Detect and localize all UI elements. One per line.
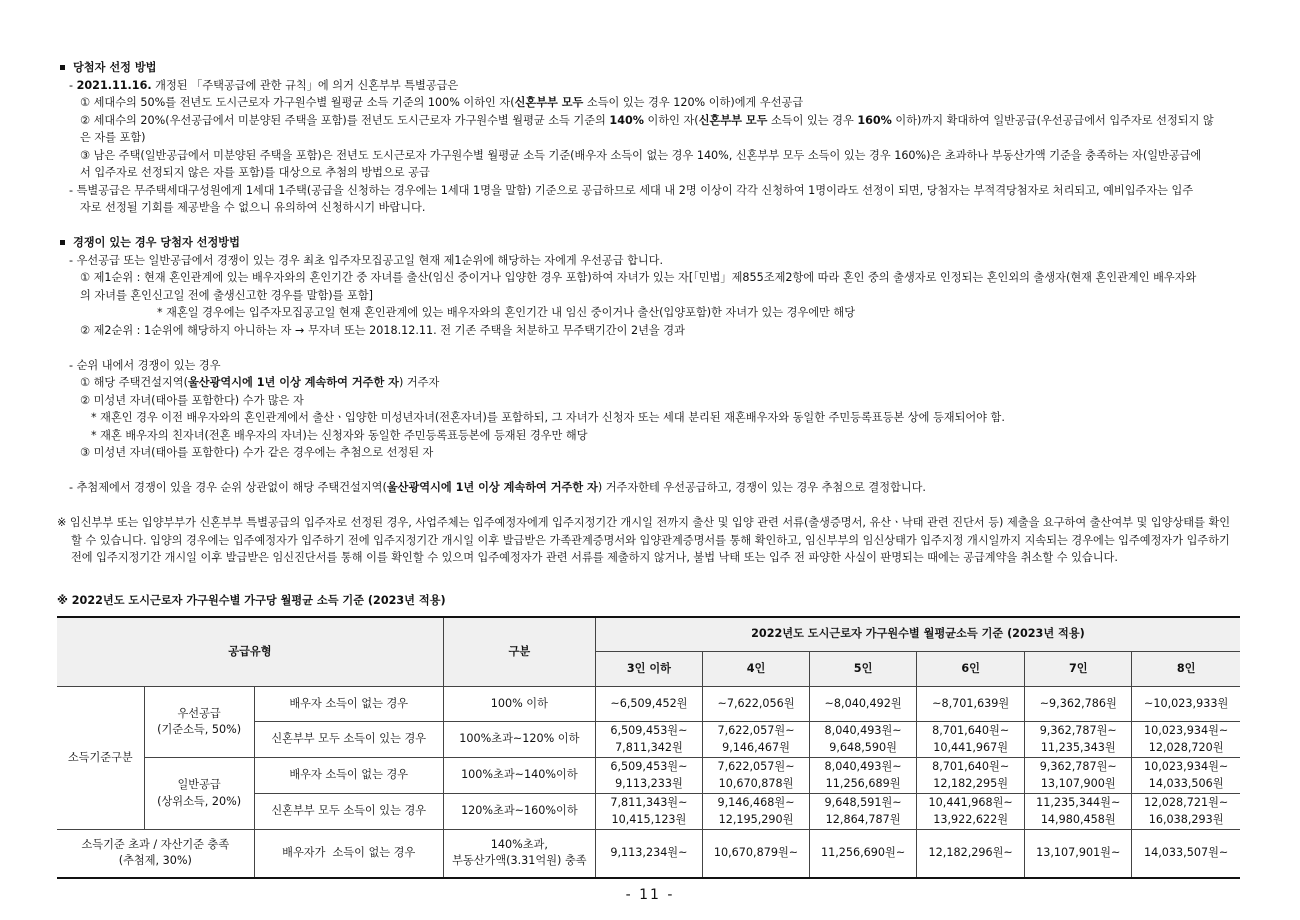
percent-cell: 100%초과~140%이하 xyxy=(443,758,595,794)
income-table xyxy=(57,616,1240,879)
value-cell: 8,040,493원~ 9,648,590원 xyxy=(810,722,917,758)
list-item: ① 해당 주택건설지역(울산광역시에 1년 이상 계속하여 거주한 자) 거주자 xyxy=(80,376,440,389)
value-cell: 6,509,453원~ 9,113,233원 xyxy=(595,758,702,794)
value-cell: ~7,622,056원 xyxy=(702,687,809,722)
header-supply-type: 공급유형 xyxy=(57,617,443,687)
header-col: 6인 xyxy=(917,652,1025,687)
value-cell: 10,441,968원~ 13,922,622원 xyxy=(917,794,1025,830)
table-row xyxy=(57,758,1240,794)
header-col: 4인 xyxy=(702,652,809,687)
paragraph: - 순위 내에서 경쟁이 있는 경우 xyxy=(69,358,221,372)
value-cell: ~8,040,492원 xyxy=(810,687,917,722)
square-bullet-icon xyxy=(60,65,65,70)
header-col: 3인 이하 xyxy=(595,652,702,687)
note-paragraph-continued: 할 수 있습니다. 입양의 경우에는 입주예정자가 입주하기 전에 입주지정기간 개시일 이후 발급받은 가족관계증명서와 입양관계증명서를 통해 확인하고, 임신부부의 임신상태가 입주지정 개시일까지 지속되는 경우에는 입주예정자가 입주하기 xyxy=(71,533,1230,547)
header-category: 구분 xyxy=(443,617,595,687)
note-paragraph: ※ 임신부부 또는 입양부부가 신혼부부 특별공급의 입주자로 선정된 경우, 사업주체는 입주예정자에게 입주지정기간 개시일 전까지 출산 및 입양 관련 서류(출생증명서, 유산ㆍ낙태 관련 진단서 등) 제출을 요구하여 출산여부 및 입양상태를 확인 xyxy=(57,516,1231,529)
table-caption: ※ 2022년도 도시근로자 가구원수별 가구당 월평균 소득 기준 (2023년 적용) xyxy=(57,593,446,607)
list-item: ① 세대수의 50%를 전년도 도시근로자 가구원수별 월평균 소득 기준의 100% 이하인 자(신혼부부 모두 소득이 있는 경우 120% 이하)에게 우선공급 xyxy=(80,96,804,109)
percent-cell: 100%초과~120% 이하 xyxy=(443,722,595,758)
value-cell: 10,670,879원~ xyxy=(702,830,809,878)
list-item-continued: 은 자를 포함) xyxy=(80,131,146,144)
value-cell: 10,023,934원~ 12,028,720원 xyxy=(1132,722,1240,758)
value-cell: 8,701,640원~ 12,182,295원 xyxy=(917,758,1025,794)
table-row xyxy=(57,830,1240,878)
list-item: ② 세대수의 20%(우선공급에서 미분양된 주택을 포함)를 전년도 도시근로자 가구원수별 월평균 소득 기준의 140% 이하인 자(신혼부부 모두 소득이 있는 경우 160% 이하)까지 확대하여 일반공급(우선공급에서 입주자로 선정되지 않 xyxy=(80,113,1214,127)
value-cell: 13,107,901원~ xyxy=(1025,830,1132,878)
value-cell: 8,701,640원~ 10,441,967원 xyxy=(917,722,1025,758)
list-item-continued: 의 자녀를 혼인신고일 전에 출생신고한 경우를 말함)를 포함] xyxy=(80,288,373,302)
value-cell: 7,622,057원~ 10,670,878원 xyxy=(702,758,809,794)
value-cell: ~10,023,933원 xyxy=(1132,687,1240,722)
value-cell: 6,509,453원~ 7,811,342원 xyxy=(595,722,702,758)
lottery-label: 소득기준 초과 / 자산기준 충족 (추첨제, 30%) xyxy=(57,830,254,878)
list-item: ③ 미성년 자녀(태아를 포함한다) 수가 같은 경우에는 추첨으로 선정된 자 xyxy=(80,446,434,459)
group-label: 소득기준구분 xyxy=(57,687,144,830)
paragraph: - 추첨제에서 경쟁이 있을 경우 순위 상관없이 해당 주택건설지역(울산광역시에 1년 이상 계속하여 거주한 자) 거주자한테 우선공급하고, 경쟁이 있는 경우 추첨으로 결정합니다. xyxy=(69,481,926,494)
list-item: ② 미성년 자녀(태아를 포함한다) 수가 많은 자 xyxy=(80,393,304,407)
section-title: 당첨자 선정 방법 xyxy=(57,59,1240,77)
condition-cell: 배우자가 소득이 없는 경우 xyxy=(254,830,443,878)
paragraph: - 우선공급 또는 일반공급에서 경쟁이 있는 경우 최초 입주자모집공고일 현재 제1순위에 해당하는 자에게 우선공급 합니다. xyxy=(69,253,664,267)
condition-cell: 배우자 소득이 없는 경우 xyxy=(254,758,443,794)
value-cell: 9,362,787원~ 13,107,900원 xyxy=(1025,758,1132,794)
list-item: ① 제1순위 : 현재 혼인관계에 있는 배우자와의 혼인기간 중 자녀를 출산(임신 중이거나 입양한 경우 포함)하여 자녀가 있는 자[「민법」제855조제2항에 따라 혼인 중의 출생자로 인정되는 혼인외의 출생자(현재 혼인관계인 배우자와 xyxy=(80,271,1197,284)
value-cell: 9,648,591원~ 12,864,787원 xyxy=(810,794,917,830)
value-cell: 11,256,690원~ xyxy=(810,830,917,878)
page-number: - 11 - xyxy=(625,887,675,903)
paragraph-continued: 자로 선정될 기회를 제공받을 수 없으니 유의하여 신청하시기 바랍니다. xyxy=(80,201,426,214)
footnote: * 재혼인 경우 이전 배우자와의 혼인관계에서 출산ㆍ입양한 미성년자녀(전혼자녀)를 포함하되, 그 자녀가 신청자 또는 세대 분리된 재혼배우자와 동일한 주민등록표등본 상에 등재되어야 함. xyxy=(91,411,1005,424)
list-item: ② 제2순위 : 1순위에 해당하지 아니하는 자 → 무자녀 또는 2018.12.11. 전 기존 주택을 처분하고 무주택기간이 2년을 경과 xyxy=(80,323,685,337)
value-cell: ~9,362,786원 xyxy=(1025,687,1132,722)
priority-supply-label: 우선공급 (기준소득, 50%) xyxy=(144,687,254,758)
percent-cell: 140%초과, 부동산가액(3.31억원) 충족 xyxy=(443,830,595,878)
value-cell: 7,622,057원~ 9,146,467원 xyxy=(702,722,809,758)
value-cell: 9,146,468원~ 12,195,290원 xyxy=(702,794,809,830)
value-cell: 11,235,344원~ 14,980,458원 xyxy=(1025,794,1132,830)
list-item: ③ 남은 주택(일반공급에서 미분양된 주택을 포함)은 전년도 도시근로자 가구원수별 월평균 소득 기준(배우자 소득이 없는 경우 140%, 신혼부부 모두 소득이 있는 경우 160%)은 초과하나 부동산가액 기준을 충족하는 자(일반공급에 xyxy=(80,148,1202,162)
value-cell: 7,811,343원~ 10,415,123원 xyxy=(595,794,702,830)
footnote: * 재혼일 경우에는 입주자모집공고일 현재 혼인관계에 있는 배우자와의 혼인기간 내 임신 중이거나 출산(입양포함)한 자녀가 있는 경우에만 해당 xyxy=(157,306,856,319)
value-cell: 9,362,787원~ 11,235,343원 xyxy=(1025,722,1132,758)
value-cell: 12,182,296원~ xyxy=(917,830,1025,878)
condition-cell: 신혼부부 모두 소득이 있는 경우 xyxy=(254,722,443,758)
note-paragraph-continued: 전에 입주지정기간 개시일 이후 발급받은 임신진단서를 통해 이를 확인할 수 있으며 입주예정자가 관련 서류를 제출하지 않거나, 불법 낙태 또는 입주 전 파양한 사실이 판명되는 때에는 공급계약을 취소할 수 있습니다. xyxy=(71,551,1118,564)
header-col: 7인 xyxy=(1025,652,1132,687)
header-col: 5인 xyxy=(810,652,917,687)
value-cell: 12,028,721원~ 16,038,293원 xyxy=(1132,794,1240,830)
value-cell: 9,113,234원~ xyxy=(595,830,702,878)
condition-cell: 배우자 소득이 없는 경우 xyxy=(254,687,443,722)
percent-cell: 100% 이하 xyxy=(443,687,595,722)
header-col: 8인 xyxy=(1132,652,1240,687)
page-content xyxy=(57,59,1240,879)
condition-cell: 신혼부부 모두 소득이 있는 경우 xyxy=(254,794,443,830)
percent-cell: 120%초과~160%이하 xyxy=(443,794,595,830)
value-cell: ~8,701,639원 xyxy=(917,687,1025,722)
paragraph: - 2021.11.16. 개정된 「주택공급에 관한 규칙」에 의거 신혼부부 특별공급은 xyxy=(69,78,459,92)
table-row xyxy=(57,687,1240,722)
paragraph: - 특별공급은 무주택세대구성원에게 1세대 1주택(공급을 신청하는 경우에는 1세대 1명을 말함) 기준으로 공급하므로 세대 내 2명 이상이 각각 신청하여 1명이라도 선정이 되면, 당첨자는 부적격당첨자로 처리되고, 예비입주자는 입주 xyxy=(69,183,1194,197)
square-bullet-icon xyxy=(60,240,65,245)
section-title: 경쟁이 있는 경우 당첨자 선정방법 xyxy=(57,234,1240,252)
list-item-continued: 서 입주자로 선정되지 않은 자를 포함)를 대상으로 추첨의 방법으로 공급 xyxy=(80,166,430,179)
value-cell: 8,040,493원~ 11,256,689원 xyxy=(810,758,917,794)
value-cell: 10,023,934원~ 14,033,506원 xyxy=(1132,758,1240,794)
header-income-group: 2022년도 도시근로자 가구원수별 월평균소득 기준 (2023년 적용) xyxy=(595,617,1240,652)
value-cell: 14,033,507원~ xyxy=(1132,830,1240,878)
general-supply-label: 일반공급 (상위소득, 20%) xyxy=(144,758,254,830)
table-header-row xyxy=(57,617,1240,652)
value-cell: ~6,509,452원 xyxy=(595,687,702,722)
footnote: * 재혼 배우자의 친자녀(전혼 배우자의 자녀)는 신청자와 동일한 주민등록표등본에 등재된 경우만 해당 xyxy=(91,428,588,442)
